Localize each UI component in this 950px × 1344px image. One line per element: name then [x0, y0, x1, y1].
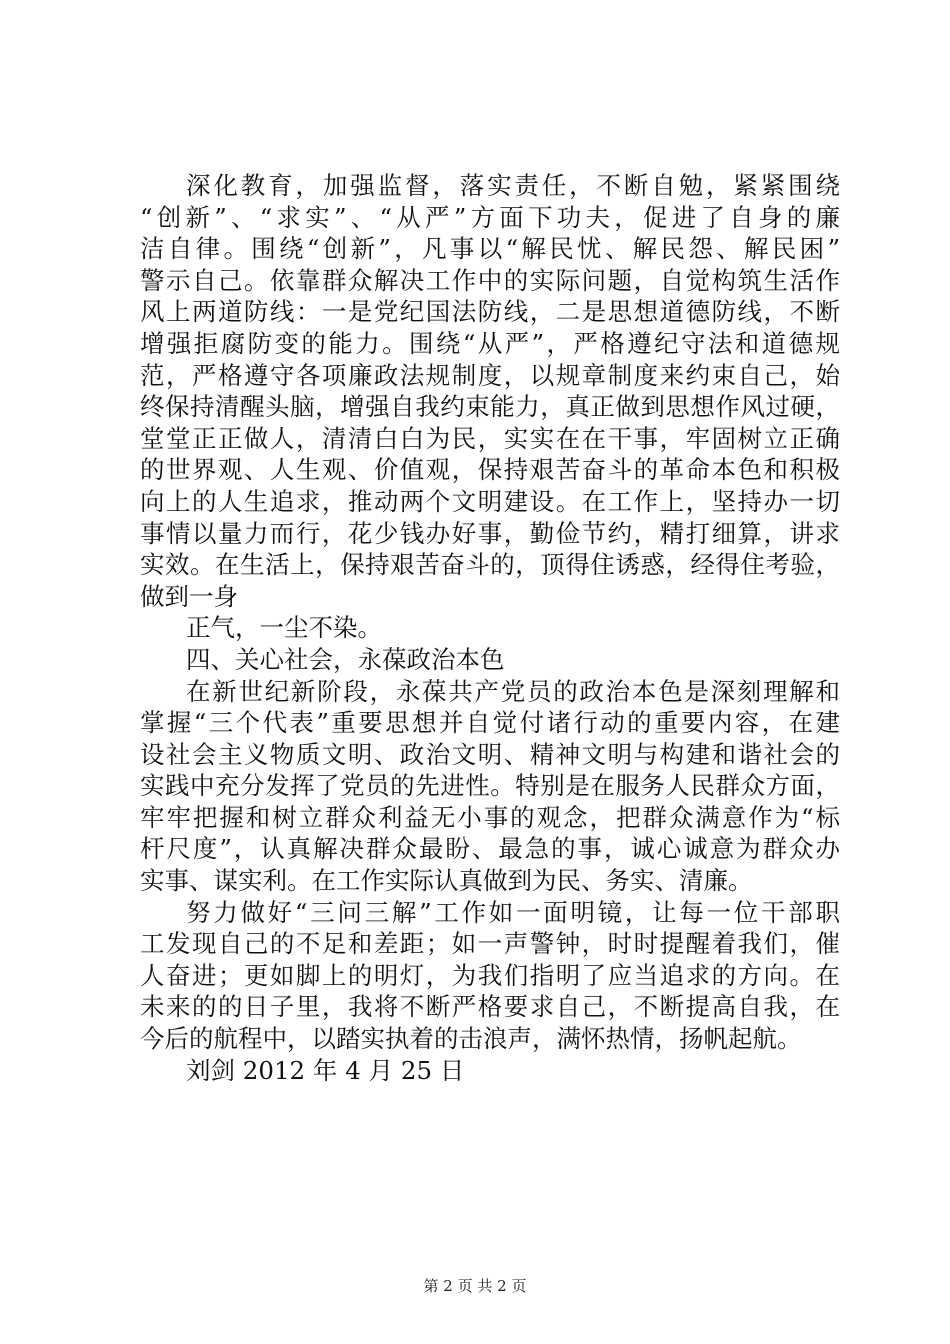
- page-footer: 第 2 页 共 2 页: [423, 1277, 527, 1295]
- text-line: 的世界观、人生观、价值观，保持艰苦奋斗的革命本色和积极: [140, 455, 840, 485]
- text-line: 事情以量力而行，花少钱办好事，勤俭节约，精打细算，讲求: [140, 518, 840, 548]
- text-line: 向上的人生追求，推动两个文明建设。在工作上，坚持办一切: [140, 486, 840, 516]
- text-line: 实效。在生活上，保持艰苦奋斗的，顶得住诱惑，经得住考验，: [140, 550, 840, 580]
- text-line: 杆尺度”，认真解决群众最盼、最急的事，诚心诚意为群众办: [140, 834, 840, 864]
- text-line: 四、关心社会，永葆政治本色: [186, 644, 505, 674]
- text-line: 实践中充分发挥了党员的先进性。特别是在服务人民群众方面，: [140, 771, 840, 801]
- text-line: 实事、谋实利。在工作实际认真做到为民、务实、清廉。: [140, 866, 753, 896]
- text-line: 今后的航程中，以踏实执着的击浪声，满怀热情，扬帆起航。: [140, 1024, 802, 1054]
- text-line: 正气，一尘不染。: [186, 613, 382, 643]
- text-line: 做到一身: [140, 581, 238, 611]
- text-line: 深化教育，加强监督，落实责任，不断自勉，紧紧围绕: [186, 171, 840, 200]
- text-line: 堂堂正正做人，清清白白为民，实实在在干事，牢固树立正确: [140, 423, 840, 453]
- text-line: 警示自己。依靠群众解决工作中的实际问题，自觉构筑生活作: [140, 265, 840, 295]
- document-body: [140, 170, 840, 1086]
- text-line: 在新世纪新阶段，永葆共产党员的政治本色是深刻理解和: [186, 676, 840, 706]
- text-line: 洁自律。围绕“创新”，凡事以“解民忧、解民怨、解民困”: [140, 234, 840, 264]
- text-line: “创新”、“求实”、“从严”方面下功夫，促进了自身的廉: [140, 202, 840, 232]
- text-line: 刘剑 2012 年 4 月 25 日: [186, 1055, 465, 1085]
- text-line: 范，严格遵守各项廉政法规制度，以规章制度来约束自己，始: [140, 360, 840, 390]
- text-line: 人奋进；更如脚上的明灯，为我们指明了应当追求的方向。在: [140, 960, 840, 990]
- text-line: 增强拒腐防变的能力。围绕“从严”，严格遵纪守法和道德规: [140, 328, 840, 358]
- text-line: 努力做好“三问三解”工作如一面明镜，让每一位干部职: [186, 897, 840, 927]
- text-line: 设社会主义物质文明、政治文明、精神文明与构建和谐社会的: [140, 739, 840, 769]
- text-line: 牢牢把握和树立群众利益无小事的观念，把群众满意作为“标: [140, 802, 840, 832]
- text-line: 终保持清醒头脑，增强自我约束能力，真正做到思想作风过硬，: [140, 392, 840, 422]
- text-line: 工发现自己的不足和差距；如一声警钟，时时提醒着我们，催: [140, 929, 840, 959]
- text-line: 风上两道防线：一是党纪国法防线，二是思想道德防线，不断: [140, 297, 840, 327]
- text-line: 掌握“三个代表”重要思想并自觉付诸行动的重要内容，在建: [140, 708, 840, 738]
- text-line: 未来的的日子里，我将不断严格要求自己，不断提高自我，在: [140, 992, 840, 1022]
